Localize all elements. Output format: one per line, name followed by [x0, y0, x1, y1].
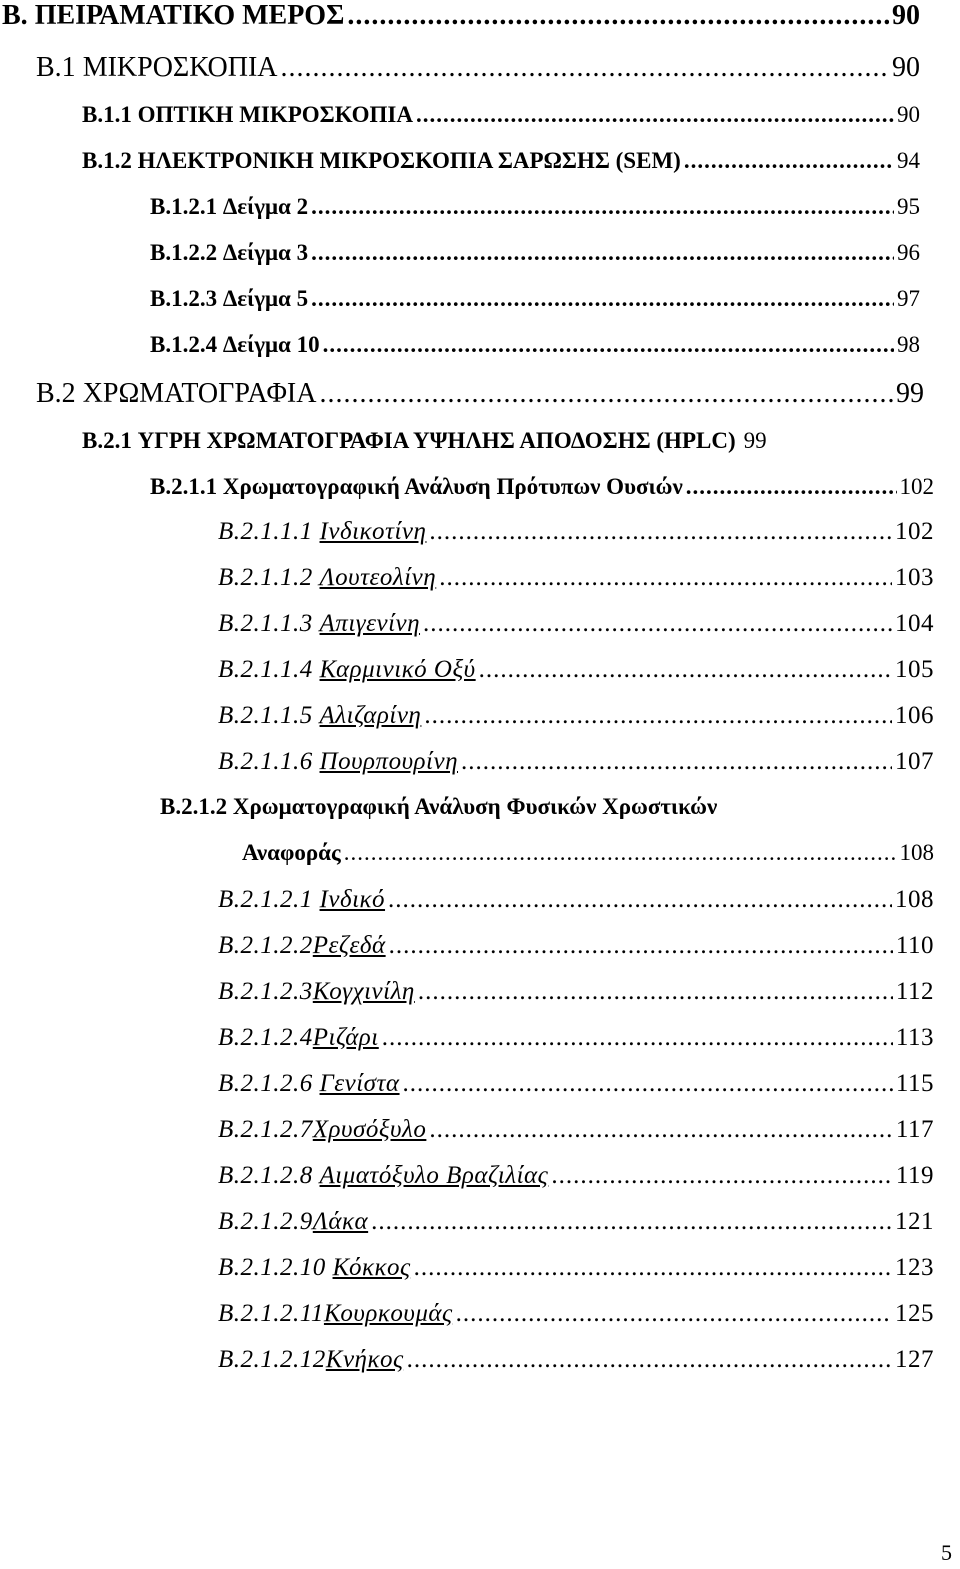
toc-page-number: 115 — [895, 1070, 934, 1097]
toc-entry-text: B.2.1.2.8 Αιματόξυλο Βραζιλίας — [218, 1162, 549, 1189]
toc-entry-text: B.2.1.1.3 Απιγενίνη — [218, 610, 421, 637]
toc-entry[interactable] — [218, 610, 934, 638]
toc-leader-dots — [461, 748, 892, 776]
toc-entry-text: B.2.1.2.10 Κόκκος — [218, 1254, 411, 1281]
toc-leader-dots — [311, 240, 894, 266]
toc-entry[interactable] — [218, 702, 934, 730]
toc-entry-text: B.2 ΧΡΩΜΑΤΟΓΡΑΦΙΑ — [36, 378, 317, 409]
toc-leader-dots — [344, 840, 897, 866]
toc-entry-text: B.2.1.1.5 Αλιζαρίνη — [218, 702, 422, 729]
toc-entry[interactable] — [160, 794, 934, 820]
toc-page-number: 119 — [895, 1162, 934, 1189]
toc-entry[interactable] — [218, 1116, 934, 1144]
toc-entry-text: B.2.1.2.2Ρεζεδά — [218, 932, 386, 959]
toc-leader-dots — [479, 656, 892, 684]
toc-page-number: 97 — [897, 286, 920, 311]
toc-entry[interactable] — [218, 748, 934, 776]
toc-leader-dots — [347, 0, 889, 32]
toc-page-number: 103 — [895, 564, 934, 591]
toc-page-number: 121 — [895, 1208, 934, 1235]
toc-page-number: 98 — [897, 332, 920, 357]
toc-entry[interactable] — [218, 978, 934, 1006]
toc-page-number: 106 — [895, 702, 934, 729]
toc-page-number: 117 — [895, 1116, 934, 1143]
toc-leader-dots — [429, 1116, 893, 1144]
toc-page-number: 94 — [897, 148, 920, 173]
toc-page-number: 99 — [896, 378, 924, 409]
toc-entry-text: B.2.1.1.2 Λουτεολίνη — [218, 564, 437, 591]
toc-page-number: 105 — [895, 656, 934, 683]
toc-leader-dots — [429, 518, 892, 546]
toc-leader-dots — [382, 1024, 893, 1052]
toc-entry-text: B.1.2 ΗΛΕΚΤΡΟΝΙΚΗ ΜΙΚΡΟΣΚΟΠΙΑ ΣΑΡΩΣΗΣ (SEM) — [82, 148, 681, 173]
toc-leader-dots — [407, 1346, 892, 1374]
toc-leader-dots — [686, 474, 897, 500]
toc-page-number: 125 — [895, 1300, 934, 1327]
toc-leader-dots — [311, 194, 894, 220]
toc-leader-dots — [684, 148, 894, 174]
toc-entry-text: B.2.1.2.7Χρυσόξυλο — [218, 1116, 427, 1143]
toc-entry-text: B.2.1.1 Χρωματογραφική Ανάλυση Πρότυπων Ουσιών — [150, 474, 683, 499]
toc-page-number: 104 — [895, 610, 934, 637]
toc-leader-dots — [281, 52, 890, 84]
toc-page-number: 123 — [895, 1254, 934, 1281]
toc-leader-dots — [389, 932, 893, 960]
toc-leader-dots — [423, 610, 892, 638]
toc-leader-dots — [551, 1162, 893, 1190]
toc-page-number: 102 — [899, 474, 934, 499]
toc-entry-text: B.1.2.2 Δείγμα 3 — [150, 240, 309, 265]
toc-entry[interactable] — [218, 1070, 934, 1098]
toc-entry[interactable] — [150, 286, 920, 312]
toc-leader-dots — [418, 978, 893, 1006]
toc-entry-text: B.2.1.2.6 Γενίστα — [218, 1070, 400, 1097]
page-number: 5 — [941, 1540, 952, 1565]
toc-entry[interactable] — [150, 240, 920, 266]
toc-page-number: 95 — [897, 194, 920, 219]
toc-leader-dots — [424, 702, 892, 730]
toc-entry[interactable] — [218, 564, 934, 592]
toc-entry-text: Αναφοράς — [242, 840, 341, 865]
toc-leader-dots — [439, 564, 892, 592]
toc-entry-text: B.1.1 ΟΠΤΙΚΗ ΜΙΚΡΟΣΚΟΠΙΑ — [82, 102, 413, 127]
toc-entry[interactable] — [218, 1346, 934, 1374]
toc-entry[interactable] — [218, 656, 934, 684]
toc-entry-text: B.2.1.2.9Λάκα — [218, 1208, 369, 1235]
toc-leader-dots — [371, 1208, 892, 1236]
toc-entry-text: B.2.1.2.3Κογχινίλη — [218, 978, 415, 1005]
toc-entry[interactable] — [218, 1300, 934, 1328]
toc-entry[interactable] — [218, 932, 934, 960]
toc-entry-text: B.1.2.3 Δείγμα 5 — [150, 286, 309, 311]
toc-page-number: 90 — [892, 52, 920, 83]
toc-page-number: 90 — [897, 102, 920, 127]
toc-page-number: 108 — [899, 840, 934, 865]
toc-entry-text: B.1.2.1 Δείγμα 2 — [150, 194, 309, 219]
toc-entry[interactable] — [218, 1024, 934, 1052]
toc-entry-text: B.2.1.1.4 Καρμινικό Οξύ — [218, 656, 476, 683]
toc-entry-text: B.2.1.2.4Ριζάρι — [218, 1024, 379, 1051]
toc-page-number: 110 — [895, 932, 934, 959]
toc-page-number: 113 — [895, 1024, 934, 1051]
toc-leader-dots — [403, 1070, 893, 1098]
toc-leader-dots — [456, 1300, 892, 1328]
toc-leader-dots — [323, 332, 894, 358]
toc-entry[interactable] — [36, 52, 920, 84]
toc-leader-dots — [388, 886, 892, 914]
toc-entry-text: B.2.1.2.11Κουρκουμάς — [218, 1300, 453, 1327]
toc-entry[interactable] — [150, 194, 920, 220]
toc-leader-dots — [416, 102, 894, 128]
toc-page-number: 127 — [895, 1346, 934, 1373]
toc-entry[interactable] — [2, 0, 920, 32]
toc-entry[interactable] — [82, 428, 924, 454]
toc-entry[interactable] — [36, 378, 924, 410]
toc-entry[interactable] — [150, 474, 934, 500]
toc-entry[interactable] — [82, 102, 920, 128]
toc-page-number: 102 — [895, 518, 934, 545]
toc-entry-text: B.2.1.2.12Κνήκος — [218, 1346, 404, 1373]
toc-entry[interactable] — [150, 332, 920, 358]
toc-entry-text: B.2.1.1.1 Ινδικοτίνη — [218, 518, 427, 545]
toc-entry-text: B.2.1 ΥΓΡΗ ΧΡΩΜΑΤΟΓΡΑΦΙΑ ΥΨΗΛΗΣ ΑΠΟΔΟΣΗΣ (HPLC) — [82, 428, 736, 453]
toc-entry-text: B. ΠΕΙΡΑΜΑΤΙΚΟ ΜΕΡΟΣ — [2, 0, 345, 31]
toc-entry[interactable] — [218, 1162, 934, 1190]
toc-page-number: 107 — [895, 748, 934, 775]
toc-entry[interactable] — [218, 518, 934, 546]
toc-entry-text: B.2.1.2 Χρωματογραφική Ανάλυση Φυσικών Χρωστικών — [160, 794, 718, 819]
toc-leader-dots — [311, 286, 894, 312]
toc-entry[interactable] — [242, 840, 934, 866]
toc-entry[interactable] — [218, 1208, 934, 1236]
toc-entry-text: B.1 ΜΙΚΡΟΣΚΟΠΙΑ — [36, 52, 278, 83]
toc-page-number: 99 — [743, 428, 767, 453]
toc-entry[interactable] — [218, 1254, 934, 1282]
toc-entry-text: B.1.2.4 Δείγμα 10 — [150, 332, 320, 357]
toc-entry-text: B.2.1.1.6 Πουρπουρίνη — [218, 748, 459, 775]
toc-leader-dots — [319, 378, 893, 410]
toc-entry-text: B.2.1.2.1 Ινδικό — [218, 886, 386, 913]
toc-page-number: 90 — [892, 0, 920, 31]
toc-entry[interactable] — [218, 886, 934, 914]
toc-page-number: 112 — [895, 978, 934, 1005]
toc-leader-dots — [414, 1254, 892, 1282]
toc-page-number: 96 — [897, 240, 920, 265]
toc-page-number: 108 — [895, 886, 934, 913]
toc-entry[interactable] — [82, 148, 920, 174]
